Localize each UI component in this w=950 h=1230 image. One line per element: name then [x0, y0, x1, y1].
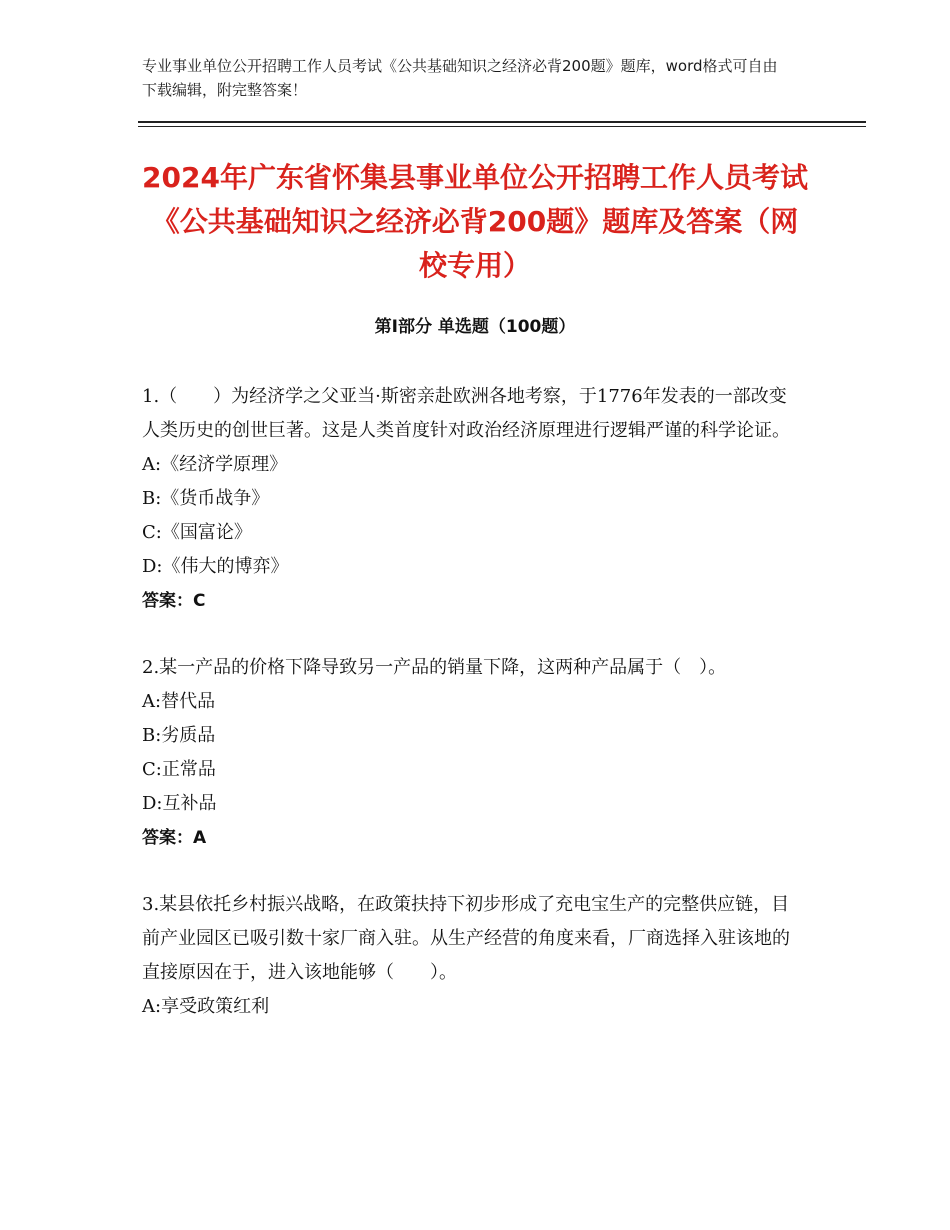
option-a: A:替代品	[142, 691, 216, 712]
option-b: B:《货币战争》	[142, 488, 270, 509]
header-rule-thick	[138, 121, 866, 123]
question-list	[142, 380, 802, 1057]
header-note: 专业事业单位公开招聘工作人员考试《公共基础知识之经济必背200题》题库，word格式可自由下载编辑，附完整答案！	[142, 57, 778, 99]
question-1	[142, 380, 802, 618]
option-c: C:《国富论》	[142, 522, 252, 543]
answer-line: 答案：C	[142, 591, 206, 611]
question-stem: 3.某县依托乡村振兴战略，在政策扶持下初步形成了充电宝生产的完整供应链，目前产业园区已吸引数十家厂商入驻。从生产经营的角度来看，厂商选择入驻该地的直接原因在于，进入该地能够（ ）。	[142, 894, 790, 983]
header-rule-thin	[138, 126, 866, 127]
section-title: 第Ⅰ部分 单选题（100题）	[374, 317, 576, 337]
question-stem: 2.某一产品的价格下降导致另一产品的销量下降，这两种产品属于（ ）。	[142, 657, 727, 678]
option-a: A:《经济学原理》	[142, 454, 288, 475]
question-3	[142, 888, 802, 1024]
option-d: D:互补品	[142, 793, 217, 814]
document-title: 2024年广东省怀集县事业单位公开招聘工作人员考试《公共基础知识之经济必背200题》题库及答案（网校专用）	[142, 161, 808, 282]
question-stem: 1.（ ）为经济学之父亚当·斯密亲赴欧洲各地考察，于1776年发表的一部改变人类历史的创世巨著。这是人类首度针对政治经济原理进行逻辑严谨的科学论证。	[142, 386, 790, 441]
question-2	[142, 651, 802, 855]
option-b: B:劣质品	[142, 725, 216, 746]
option-c: C:正常品	[142, 759, 216, 780]
answer-line: 答案：A	[142, 828, 207, 848]
option-a: A:享受政策红利	[142, 996, 270, 1017]
option-d: D:《伟大的博弈》	[142, 556, 289, 577]
